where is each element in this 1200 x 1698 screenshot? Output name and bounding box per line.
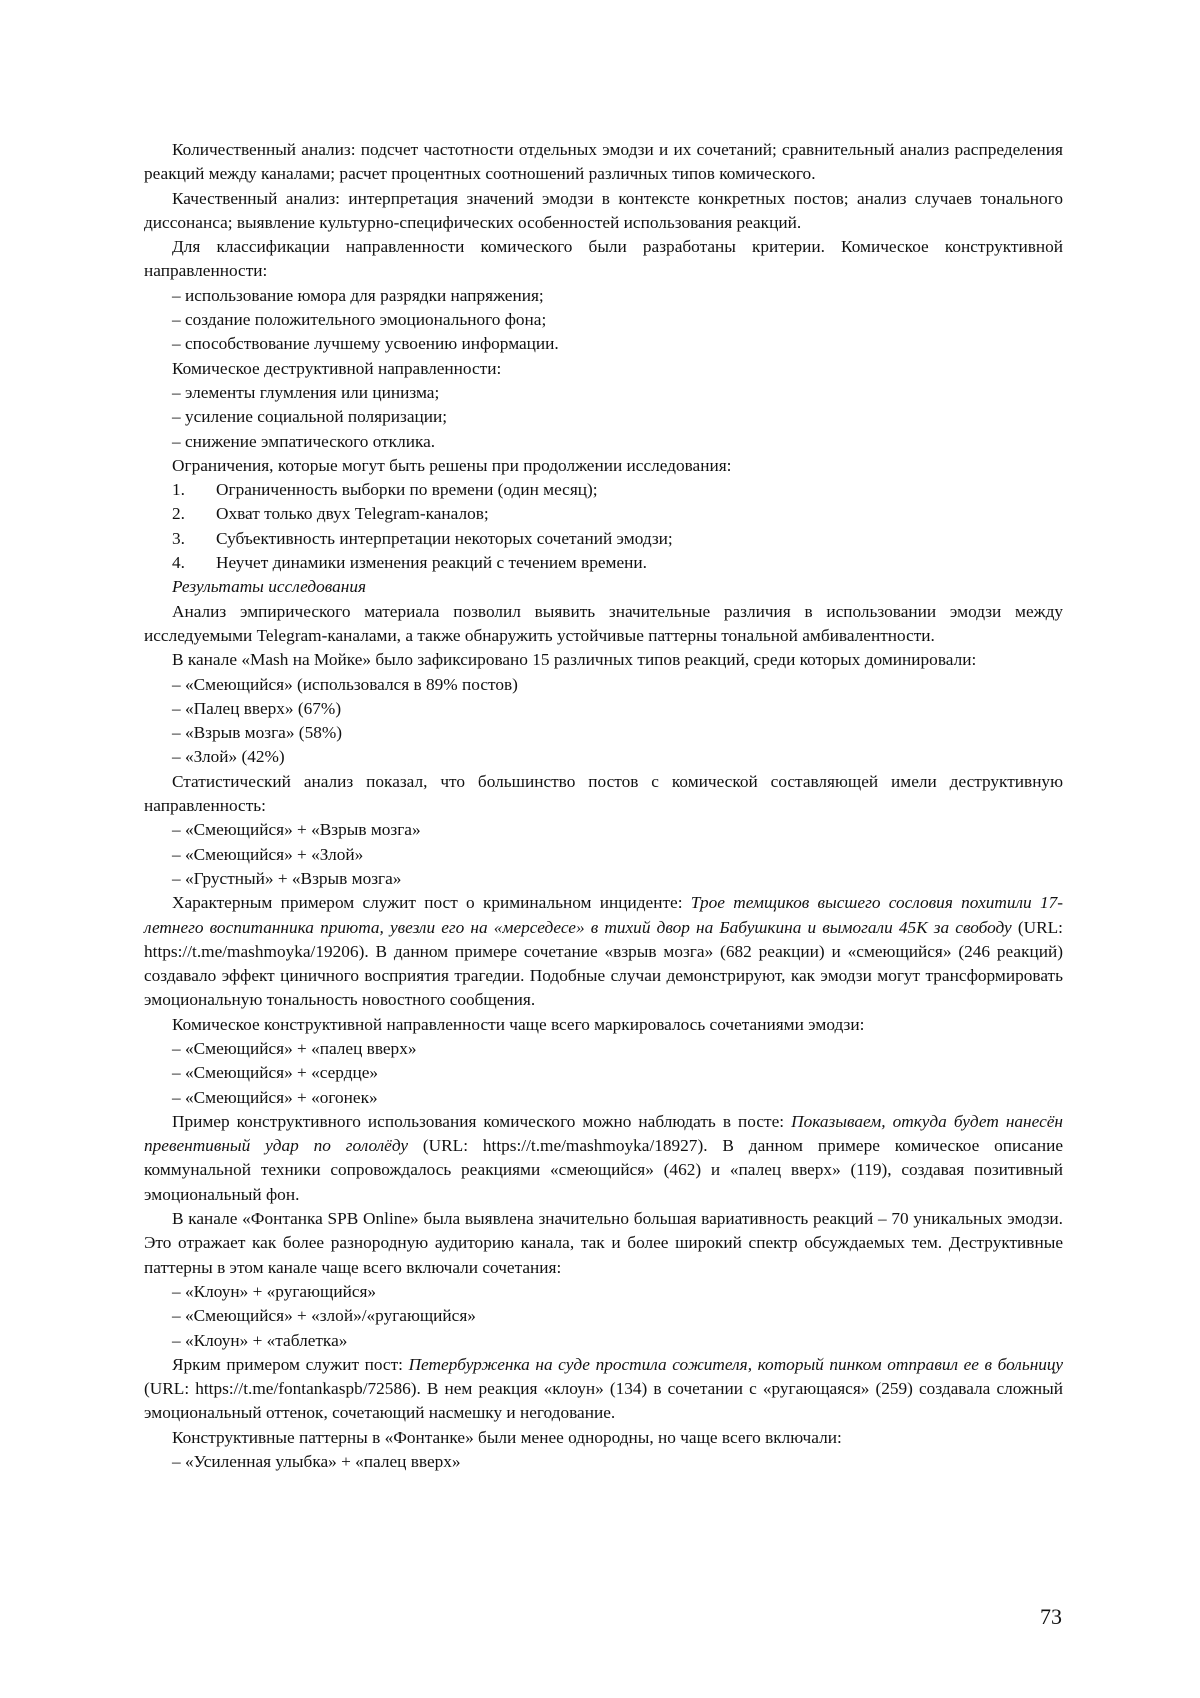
- numbered-item: 1. Ограниченность выборки по времени (один месяц);: [172, 480, 598, 500]
- page-number: 73: [1040, 1604, 1062, 1629]
- paragraph-destructive-heading: Комическое деструктивной направленности:: [172, 358, 502, 378]
- list-item: – «Клоун» + «ругающийся»: [172, 1281, 377, 1301]
- list-item: – «Смеющийся» + «палец вверх»: [172, 1038, 417, 1058]
- paragraph-constructive-markers: Комическое конструктивной направленности чаще всего маркировалось сочетаниями эмодзи:: [172, 1014, 865, 1034]
- paragraph-fontanka-example: Ярким примером служит пост: Петербурженка на суде простила сожителя, который пинком отправил ее в больницу (URL: https://t.me/fontankaspb/72586). В нем реакция «клоун» (134) в сочетании с «ругающаяся» (259) создавала сложный эмоциональный оттенок, сочетающий насмешку и негодование.: [144, 1354, 1063, 1423]
- list-item: – способствование лучшему усвоению информации.: [172, 334, 559, 354]
- numbered-item: 2. Охват только двух Telegram-каналов;: [172, 504, 489, 524]
- paragraph-limitations: Ограничения, которые могут быть решены при продолжении исследования:: [172, 455, 732, 475]
- list-item: – элементы глумления или цинизма;: [172, 382, 440, 402]
- list-item: – «Смеющийся» + «Взрыв мозга»: [172, 820, 421, 840]
- list-item: – усиление социальной поляризации;: [172, 407, 448, 427]
- paragraph-quantitative-analysis: Количественный анализ: подсчет частотности отдельных эмодзи и их сочетаний; сравнительный анализ распределения реакций между каналами; расчет процентных соотношений различных типов комического.: [144, 140, 1063, 184]
- paragraph-constructive-example: Пример конструктивного использования комического можно наблюдать в посте: Показываем, откуда будет нанесён превентивный удар по гололёду (URL: https://t.me/mashmoyka/18927). В данном примере комическое описание коммунальной техники сопровождалось реакциями «смеющийся» (462) и «палец вверх» (119), создавая позитивный эмоциональный фон.: [144, 1111, 1063, 1204]
- list-item: – «Смеющийся» + «огонек»: [172, 1087, 378, 1107]
- paragraph-fontanka-constructive: Конструктивные паттерны в «Фонтанке» были менее однородны, но чаще всего включали:: [172, 1427, 842, 1447]
- list-item: – «Смеющийся» + «Злой»: [172, 844, 364, 864]
- section-title: Результаты исследования: [172, 577, 367, 597]
- list-item: – использование юмора для разрядки напряжения;: [172, 285, 544, 305]
- list-item: – «Смеющийся» + «злой»/«ругающийся»: [172, 1306, 476, 1326]
- list-item: – «Усиленная улыбка» + «палец вверх»: [172, 1452, 461, 1472]
- list-item: – «Взрыв мозга» (58%): [172, 723, 342, 743]
- list-item: – «Смеющийся» (использовался в 89% постов): [172, 674, 518, 694]
- numbered-item: 3. Субъективность интерпретации некоторых сочетаний эмодзи;: [172, 528, 673, 548]
- list-item: – «Смеющийся» + «сердце»: [172, 1063, 379, 1083]
- numbered-item: 4. Неучет динамики изменения реакций с течением времени.: [172, 553, 647, 573]
- paragraph-mash-example: Характерным примером служит пост о криминальном инциденте: Трое темщиков высшего сословия похитили 17-летнего воспитанника приюта, увезли его на «мерседесе» в тихий двор на Бабушкина и вымогали 45К за свободу (URL: https://t.me/mashmoyka/19206). В данном примере сочетание «взрыв мозга» (682 реакции) и «смеющийся» (246 реакций) создавало эффект циничного восприятия трагедии. Подобные случаи демонстрируют, как эмодзи могут трансформировать эмоциональную тональность новостного сообщения.: [144, 893, 1064, 1010]
- paragraph-empirical-analysis: Анализ эмпирического материала позволил выявить значительные различия в использовании эмодзи между исследуемыми Telegram-каналами, а также обнаружить устойчивые паттерны тональной амбивалентности.: [144, 601, 1063, 645]
- list-item: – «Клоун» + «таблетка»: [172, 1330, 348, 1350]
- list-item: – «Палец вверх» (67%): [172, 698, 342, 718]
- paragraph-qualitative-analysis: Качественный анализ: интерпретация значений эмодзи в контексте конкретных постов; анализ случаев тонального диссонанса; выявление культурно-специфических особенностей использования реакций.: [144, 188, 1063, 232]
- paragraph-fontanka-channel: В канале «Фонтанка SPB Online» была выявлена значительно большая вариативность реакций – 70 уникальных эмодзи. Это отражает как более разнородную аудиторию канала, так и более широкий спектр обсуждаемых тем. Деструктивные паттерны в этом канале чаще всего включали сочетания:: [144, 1209, 1063, 1277]
- paragraph-classification: Для классификации направленности комического были разработаны критерии. Комическое конструктивной направленности:: [144, 237, 1063, 281]
- paragraph-mash-channel: В канале «Mash на Мойке» было зафиксировано 15 различных типов реакций, среди которых доминировали:: [172, 650, 977, 670]
- list-item: – «Злой» (42%): [172, 747, 285, 767]
- paragraph-statistical-analysis: Статистический анализ показал, что большинство постов с комической составляющей имели деструктивную направленность:: [144, 771, 1063, 816]
- list-item: – «Грустный» + «Взрыв мозга»: [172, 868, 402, 888]
- list-item: – создание положительного эмоционального фона;: [172, 310, 547, 330]
- page-body: [144, 138, 1063, 1474]
- list-item: – снижение эмпатического отклика.: [172, 431, 436, 451]
